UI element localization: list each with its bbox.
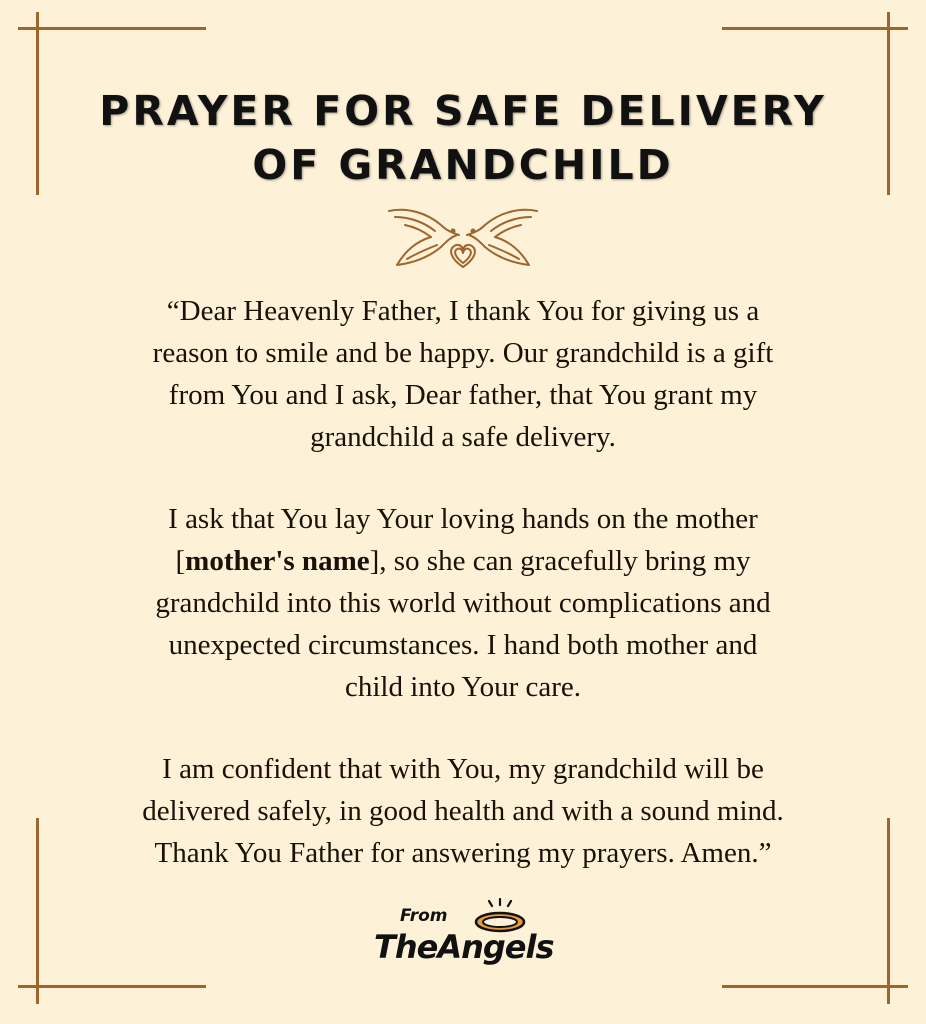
bracket-open: [	[175, 545, 186, 577]
logo-from-text: From	[400, 906, 448, 926]
prayer-line: Thank You Father for answering my prayers. Amen.”	[154, 837, 772, 869]
frame-corner-top-right-horizontal	[722, 27, 908, 30]
prayer-paragraph-3	[60, 748, 866, 874]
frame-corner-bottom-left-vertical	[36, 818, 39, 1004]
frame-corner-top-left-horizontal	[18, 27, 206, 30]
prayer-line: delivered safely, in good health and with a sound mind.	[142, 795, 784, 827]
prayer-line: I ask that You lay Your loving hands on the mother	[168, 503, 758, 535]
prayer-line: grandchild into this world without complications and	[155, 587, 771, 619]
prayer-paragraph-1	[60, 290, 866, 458]
prayer-line: from You and I ask, Dear father, that You grant my	[168, 379, 758, 411]
mother-name-placeholder: mother's name	[185, 545, 370, 577]
bracket-rest: ], so she can gracefully bring my	[369, 545, 751, 577]
prayer-text	[60, 290, 866, 914]
prayer-line: I am confident that with You, my grandchild will be	[162, 753, 764, 785]
frame-corner-bottom-right-vertical	[887, 818, 890, 1004]
doves-heart-icon	[387, 205, 539, 273]
prayer-line: reason to smile and be happy. Our grandchild is a gift	[152, 337, 774, 369]
prayer-line: “Dear Heavenly Father, I thank You for giving us a	[166, 295, 760, 327]
from-the-angels-logo	[368, 898, 568, 978]
frame-corner-bottom-right-horizontal	[722, 985, 908, 988]
title-line-1: PRAYER FOR SAFE DELIVERY	[99, 87, 827, 135]
prayer-line: unexpected circumstances. I hand both mother and	[168, 629, 758, 661]
title-line-2: OF GRANDCHILD	[252, 141, 674, 189]
logo-name-text: TheAngels	[374, 928, 554, 966]
prayer-line-with-placeholder	[60, 540, 866, 582]
prayer-paragraph-2	[60, 498, 866, 708]
frame-corner-bottom-left-horizontal	[18, 985, 206, 988]
page-title	[60, 84, 866, 192]
frame-corner-top-left-vertical	[36, 12, 39, 195]
prayer-line: grandchild a safe delivery.	[310, 421, 616, 453]
prayer-line: child into Your care.	[345, 671, 581, 703]
frame-corner-top-right-vertical	[887, 12, 890, 195]
